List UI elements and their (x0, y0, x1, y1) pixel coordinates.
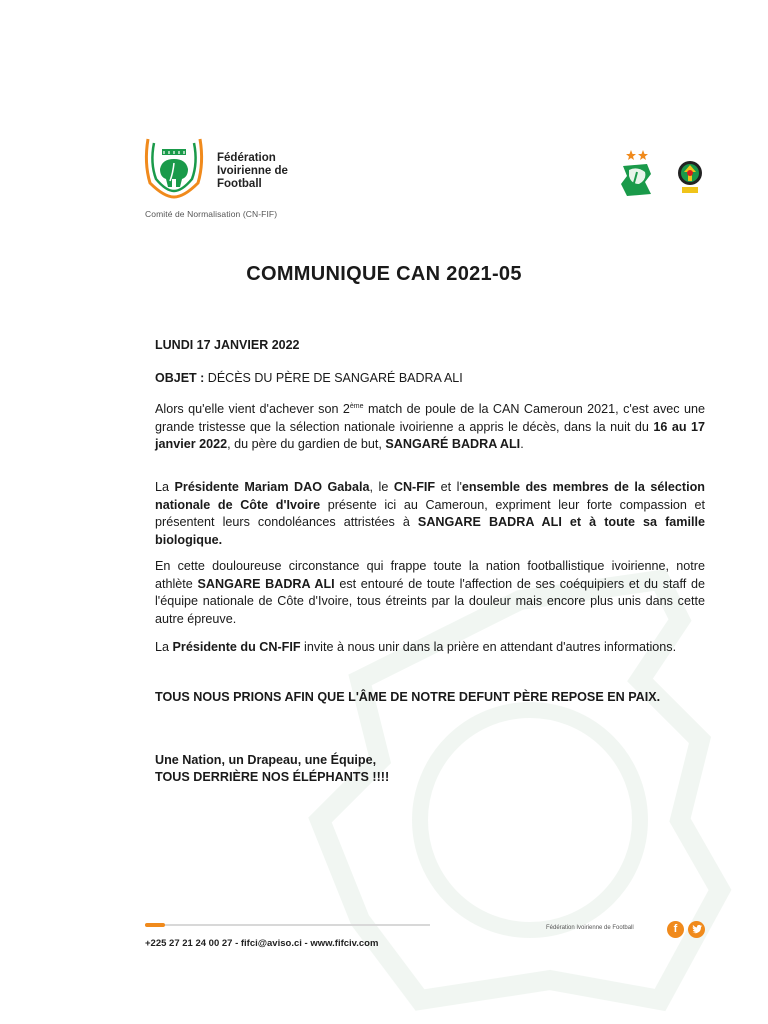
bold-run: ensemble des membres de la sélection nationale de Côte d'Ivoire (155, 480, 705, 512)
slogan (155, 752, 389, 786)
text-run: est entouré de toute l'affection de ses coéquipiers et du staff de l'équipe nationale de Côte d'Ivoire, tous étreints par la douleur mais encore plus unis dans cette autre épreuve. (155, 576, 705, 626)
bold-run: SANGARE BADRA ALI (197, 576, 335, 591)
bold-run: Présidente du CN-FIF (172, 640, 301, 654)
facebook-icon[interactable]: f (667, 921, 684, 938)
text-run: La (155, 640, 173, 654)
twitter-icon[interactable] (688, 921, 705, 938)
footer-contact: +225 27 21 24 00 27 - fifci@aviso.ci - www.fifciv.com (145, 938, 379, 949)
footer-divider (145, 924, 430, 926)
subject-label: OBJET : (155, 371, 205, 385)
subject-text: DÉCÈS DU PÈRE DE SANGARÉ BADRA ALI (207, 371, 463, 385)
footer-org-name: Fédération Ivoirienne de Football (546, 925, 634, 931)
slogan-line: Une Nation, un Drapeau, une Équipe, (155, 753, 377, 767)
text-run: La (155, 480, 175, 494)
document-date: LUNDI 17 JANVIER 2022 (155, 338, 300, 352)
document-title: COMMUNIQUE CAN 2021-05 (246, 263, 522, 285)
text-run: Alors qu'elle vient d'achever son 2 (155, 402, 350, 416)
bold-run: Présidente Mariam DAO Gabala (174, 480, 370, 494)
caf-logo-icon (676, 160, 704, 196)
committee-label: Comité de Normalisation (CN-FIF) (145, 209, 278, 219)
text-run: invite à nous unir dans la prière en attendant d'autres informations. (300, 640, 677, 654)
federation-name-line: Football (217, 178, 262, 190)
paragraph-3 (155, 558, 705, 628)
footer-accent-bar (145, 923, 165, 927)
text-run: . (520, 437, 524, 452)
text-run: , du père du gardien de but, (227, 437, 386, 452)
text-run: , le (369, 480, 394, 494)
superscript: ème (349, 402, 364, 410)
national-team-logo-icon (617, 148, 657, 198)
slogan-line: TOUS DERRIÈRE NOS ÉLÉPHANTS !!!! (155, 770, 390, 784)
paragraph-4 (155, 639, 705, 657)
federation-name-line: Fédération (217, 152, 276, 164)
text-run: et l' (435, 480, 462, 494)
text-run: En cette douloureuse circonstance qui frappe toute la nation footballistique ivoirienne, notre athlète (155, 559, 705, 591)
paragraph-2 (155, 479, 705, 549)
federation-name (217, 152, 288, 191)
paragraph-1 (155, 401, 705, 454)
fif-logo-icon (140, 133, 208, 199)
elephant-watermark-icon (300, 560, 768, 1020)
bold-run: SANGARE BADRA ALI et à toute sa famille biologique. (155, 515, 705, 547)
bold-run: 16 au 17 janvier 2022 (155, 419, 705, 452)
text-run: match de poule de la CAN Cameroun 2021, c'est avec une grande tristesse que la sélection nationale ivoirienne a appris le décès, dans la nuit du (155, 402, 706, 434)
twitter-bird-icon (688, 921, 705, 938)
bold-run: CN-FIF (393, 480, 436, 494)
prayer-statement: TOUS NOUS PRIONS AFIN QUE L'ÂME DE NOTRE DEFUNT PÈRE REPOSE EN PAIX. (155, 690, 661, 704)
subject-line (155, 371, 463, 385)
federation-name-line: Ivoirienne de (217, 165, 288, 177)
bold-run: SANGARÉ BADRA ALI (385, 437, 521, 452)
text-run: présente ici au Cameroun, expriment leur forte compassion et présentent leurs condoléances attristées à (155, 497, 705, 530)
